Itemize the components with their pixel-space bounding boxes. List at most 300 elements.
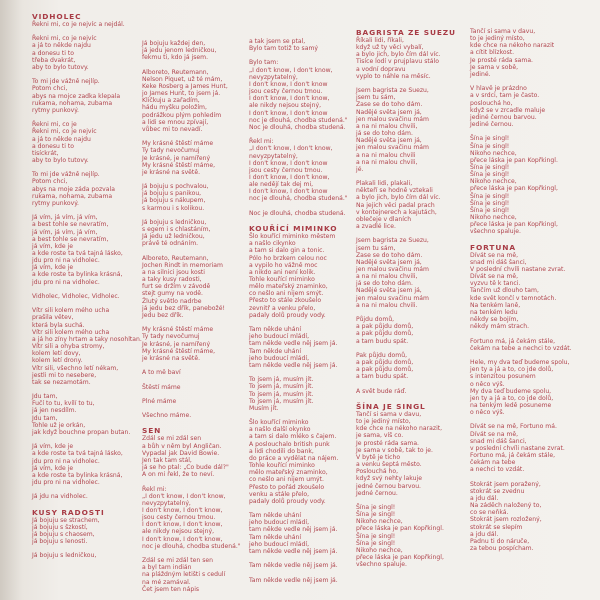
lyric-line: My krásné štěstí máme [142, 140, 214, 148]
lyric-line: a venku šeptá město. [356, 461, 422, 469]
lyric-line: když se v zrcadle maluje [470, 106, 546, 114]
lyric-line: prašila větev, [32, 314, 74, 322]
lyric-line: I don't know, I don't know [249, 109, 328, 117]
lyric-line: To mi jde vážně nejlíp. [32, 171, 100, 179]
lyric-line: všechno spaluje. [470, 228, 521, 236]
stanza-gap [142, 391, 252, 398]
lyric-line: fekmu ti, kdo já jsem. [142, 54, 209, 62]
lyric-line: Řekl mi: [249, 138, 274, 146]
lyric-line: My krásné štěstí máme [142, 326, 214, 334]
stanza-gap [470, 474, 590, 481]
lyric-line: Já bojuju s ledničkou, [32, 552, 97, 560]
lyric-line: tisíckrát, [32, 149, 59, 157]
lyric-line: a donesu ti to [32, 49, 74, 57]
lyric-line: My krásné štěstí máme, [142, 347, 216, 355]
stanza-gap [356, 80, 460, 87]
lyric-line: a kde roste ta bylinka krásná, [32, 471, 123, 479]
lyric-line: Noc je dlouhá, chodba studená. [249, 123, 346, 131]
lyric-line: aby to bylo tutovy. [32, 63, 89, 71]
lyric-line: a donesu ti to [32, 142, 74, 150]
lyric-line: Dívát se na mě, [470, 430, 519, 438]
lyric-line: někdy mám strach. [470, 323, 530, 331]
stanza-gap [356, 345, 460, 352]
lyric-line: zevnitř a venku přelo, [249, 304, 316, 312]
lyric-line: I don't know, I don't know, [142, 507, 223, 514]
lyric-line: Plné máme [142, 397, 177, 405]
lyric-line: Nikoho nechce, [470, 214, 517, 222]
lyric-line: Vidholec, Vidholec, Vidholec. [32, 292, 120, 300]
lyric-line: a byl tam indián [142, 564, 192, 572]
lyric-line: a jdu dál. [470, 530, 499, 538]
lyric-line: Jedné černou. [356, 489, 398, 497]
lyric-line: I don't know, I don't know [249, 80, 328, 88]
lyric-line: Já bojuju s pochvalou, [142, 183, 209, 191]
lyric-line: Nikoho nechce, [470, 149, 517, 157]
lyric-line: a na ni malou chvili [356, 151, 416, 159]
lyric-line: o něco výš. [470, 409, 505, 417]
stanza-gap [470, 352, 590, 359]
lyric-line: Tančím už dlouho tam, [470, 287, 539, 295]
lyric-line: Potom chci, [32, 178, 68, 186]
lyric-line: Přesto to stále zkoušelo [249, 297, 322, 305]
column-4-text [356, 28, 460, 568]
lyric-line: a na silnici jsou kosti [142, 269, 205, 276]
lyric-line: Je sama v sobě, tak to je. [356, 446, 433, 454]
lyric-line: a tam budu spát. [356, 373, 409, 381]
lyric-line: Řekni mi, co je nejvíc a nejdál. [32, 21, 125, 28]
lyric-line: Je krásné, je namířený [142, 154, 211, 162]
lyric-line: Jsem bagrista ze Suezu, [356, 237, 429, 245]
lyric-line: Dívát se na mě, Fortuno má. [470, 423, 557, 431]
lyric-line: Na záděch naložený to, [470, 502, 542, 510]
lyric-line: Vítr sili a ohyba stromy, [32, 343, 105, 351]
lyric-line: s intenzitou posunem [470, 373, 536, 381]
lyric-line: Tančí si sama v davu, [470, 28, 536, 35]
lyric-line: jsem tu sám, [356, 244, 396, 252]
lyric-line: na tenkém ledu [470, 308, 518, 316]
lyric-line: na tenkým ledě posuneme [470, 401, 552, 409]
lyric-line: Žlutý světlo nadrbe [142, 297, 202, 305]
lyric-line: tak se nezamotám. [32, 378, 91, 386]
lyric-line: vůbec mi to nevadí. [142, 125, 203, 133]
lyric-line: Šína je singl! [470, 142, 510, 150]
lyric-line: s karmou i s kolikou. [142, 204, 205, 212]
lyric-line: Řekni mi, co je [32, 121, 77, 129]
lyric-line: a tam si dalo mléko s čajem. [249, 433, 337, 441]
lyric-line: je sama, víš co. [356, 432, 404, 440]
lyric-line: a bůh v něm byl Angličan. [142, 442, 222, 450]
song-title: KOUŘÍCÍ MIMINKO [249, 224, 338, 234]
column-4 [356, 0, 460, 600]
lyric-line: Všechno máme. [142, 412, 192, 420]
lyric-line: jediné černou barvou. [470, 113, 537, 121]
lyric-line: Já vím, já vím, já vím, [32, 214, 98, 222]
lyric-line: Jen tak tam stál, [142, 456, 192, 464]
lyric-line: tam někde vedle něj jsem já. [249, 547, 338, 555]
column-3-text [249, 38, 349, 584]
lyric-line: Je sama v sobě, [470, 63, 519, 71]
lyric-line: jen ty a já a to, co jde dolů, [470, 394, 554, 402]
lyric-line: někdy se bojím, [470, 316, 519, 324]
lyric-line: nevyzpytatelný, [142, 499, 191, 507]
lyric-line: Šína je singl! [356, 511, 396, 519]
stanza-gap [249, 203, 349, 210]
stanza-gap [142, 419, 252, 426]
lyric-line: aby to bylo tutovy. [32, 156, 89, 164]
lyric-line: abys na moje záda pozvala [32, 185, 115, 193]
lyric-line: s egem i s chlastáním, [142, 226, 211, 234]
stanza-gap [249, 52, 349, 59]
stanza-gap [142, 376, 252, 383]
lyric-line: kde chce na nékoho narazit [470, 42, 555, 50]
lyric-line: Vypadal jak David Bowie. [142, 449, 220, 457]
lyric-line: kde chce na nékoho narazit, [356, 425, 443, 433]
column-3 [249, 0, 349, 600]
lyric-line: Stokrát jsem poražený, [470, 480, 541, 488]
stanza-gap [249, 569, 349, 576]
lyric-line: kolem letí drony. [32, 357, 83, 365]
lyric-line: Je krásné, je namířený [142, 340, 211, 348]
lyric-line: Čet jsem ten nápis [142, 585, 200, 593]
stanza-gap [32, 386, 120, 393]
stanza-gap [470, 330, 590, 337]
lyric-line: a na ni malou chvili, [356, 122, 418, 130]
lyric-line: Nadějé světa jsem já, [356, 137, 422, 145]
lyric-line: čekám na tebe [470, 459, 516, 467]
lyric-line: někteří se hodně vztekali [356, 187, 433, 195]
lyric-line: A svět bude ráď. [356, 387, 407, 395]
lyric-line: já jedu bez dřík, panebožé! [142, 304, 225, 312]
lyric-line: abys na mojce zadka klepala [32, 92, 121, 100]
lyric-line: tam někde vedle něj jsem já. [249, 340, 338, 348]
lyric-line: rukama, nohama, zubama [32, 192, 113, 200]
lyric-line: Šína je singl! [356, 504, 396, 511]
lyric-line: Tohle kouřící miminko [249, 276, 315, 283]
lyric-line: přece láska je pan Kopřkingl. [356, 525, 444, 533]
lyric-line: I don't know, I don't know, [249, 173, 330, 181]
lyric-line: padaly dolů proudy vody. [249, 497, 326, 505]
lyric-line: vyzvu tě k tanci. [470, 280, 521, 288]
lyric-line: v kontejnerech a kajutách, [356, 208, 437, 216]
lyric-line: přece láska je pan Kopřkingl, [470, 185, 558, 193]
lyric-line: jeho budoucí mládí, [249, 333, 310, 341]
lyric-line: která byla suchá. [32, 321, 85, 329]
lyric-line: A poslouchalo british punk [249, 440, 330, 448]
lyric-line: a našlo cikynko [249, 240, 296, 248]
lyric-line: mělo mateřský znaminko, [249, 469, 328, 477]
lyric-line: a bylo jich, bylo čím dál víc. [356, 51, 441, 59]
lyric-line: a na ni malou chvili, [356, 158, 418, 166]
lyric-line: a kde roste ta bylinka krásná, [32, 271, 123, 279]
lyric-line: jsem tu sám, [356, 94, 396, 102]
lyric-line: podrážkou plým pohledím [142, 111, 222, 119]
lyric-line: já bojuju s lenosti. [32, 538, 88, 546]
stanza-gap [142, 212, 252, 219]
lyric-line: co se neňká. [470, 509, 509, 517]
stanza-gap [142, 61, 252, 68]
lyric-line: jsou cesty černou tmou. [249, 88, 323, 96]
stanza-gap [356, 497, 460, 504]
lyric-line: Vítr sili, všechno letí nékam, [32, 364, 119, 372]
lyric-line: Šína je singl! [470, 199, 510, 207]
lyric-line: Šína je singl! [470, 135, 510, 143]
lyric-line: Bylo tam totiž to samý [249, 45, 318, 53]
lyric-line: To jsem já, musím jít. [249, 376, 314, 384]
lyric-line: Jsem bagrista ze Suezu, [356, 87, 429, 95]
column-1 [32, 0, 142, 600]
lyric-line: Tam někde uhání [249, 347, 302, 355]
lyric-line: stokrát se zvednu [470, 487, 525, 495]
column-5 [470, 0, 590, 600]
lyric-line: Šlo kouřící miminko městem [249, 233, 336, 241]
lyric-line: Jedu bez dřík. [142, 311, 184, 319]
stanza-gap [356, 381, 460, 388]
lyric-line: jen ty a já a to, co jde dolů, [470, 366, 554, 374]
lyric-line: Já vím, kde je [32, 264, 74, 272]
lyric-line: a tak jsem se ptal, [249, 38, 306, 45]
lyric-line: a pak půjdu domů, [356, 359, 414, 367]
lyric-line: Zdál se mi zdál ten sen [142, 557, 213, 565]
lyric-line: čekám na tebe a nechci to vzdát. [470, 344, 572, 352]
lyric-line: Šína je singl! [356, 532, 396, 540]
song-title: BAGRISTA ZE SUEZU [356, 28, 456, 37]
lyric-line: a lidi se mnou zpívají, [142, 118, 209, 126]
lyric-line: Ty tady nevočumuj [142, 333, 200, 341]
lyric-line: a lidi chodili do bank, [249, 447, 314, 455]
lyric-line: Fučí to tu, kvílí to tu, [32, 400, 95, 408]
lyric-line: a zvadlé lice. [356, 223, 396, 231]
lyric-line: Řekni mi, co je nejvíc [32, 35, 97, 43]
lyric-line: vyplo to náhle na měsíc. [356, 72, 431, 80]
lyric-line: o něco výš. [470, 380, 505, 388]
lyric-line: a vypilo ho vážně moc [249, 261, 318, 269]
lyric-line: venku a stále přelo, [249, 490, 310, 498]
lyric-line: jediné. [470, 70, 491, 78]
lyric-line: V poslední chvíli nastane zvrat. [470, 266, 566, 273]
lyric-line: To jsem já, musím jít. [249, 397, 314, 405]
lyric-line: V hlavě je prázdno [470, 85, 527, 93]
lyric-line: tam někde vedle něj jsem já. [249, 526, 338, 534]
lyric-line: Já vím, kde je [32, 443, 74, 451]
lyric-line: a na ni malou chvili. [356, 301, 418, 309]
lyric-line: Já jedu už ledničkou, [142, 233, 205, 241]
lyric-line: v poslední chvíli nastane zvrat. [470, 444, 565, 452]
lyric-line: Já jdu na vidholec. [32, 493, 88, 501]
lyric-line: ale nedějí tak dej mi, [249, 181, 314, 189]
lyric-line: Nelson Piquet, už té mám, [142, 75, 223, 83]
lyric-line: Stokrát jsem rozložený, [470, 516, 542, 524]
lyric-line: My dva teď budeme spolu, [470, 387, 552, 395]
lyric-line: Zase se do toho dám. [356, 101, 423, 109]
lyric-line: A to mě baví [142, 369, 181, 377]
lyric-line: snad mi dáš šanci, [470, 437, 527, 445]
lyric-line: Jdu tam, [32, 414, 58, 422]
lyric-line: a pak půjdu domů, [356, 366, 414, 374]
lyric-line: právě té odnáním. [142, 240, 199, 248]
stanza-gap [356, 230, 460, 237]
lyric-line: nevyzpytatelný, [249, 73, 298, 81]
lyric-line: to je jediný místo, [356, 418, 411, 426]
lyric-line: a kde roste ta tvá tajná lásko, [32, 250, 123, 257]
lyric-line: Tisíce lodí v prujplavu stálo [356, 58, 439, 66]
lyric-line: Alboreto, Reutemann, [142, 68, 209, 76]
lyric-line: kde svět končí v temnotách. [470, 294, 557, 302]
stanza-gap [356, 395, 460, 402]
column-5-text [470, 28, 590, 552]
lyric-line: Šína je singl! [470, 171, 510, 179]
lyric-line: I don't know, I don't know, [142, 521, 223, 529]
lyric-line: Já bojuju se strachem, [32, 516, 100, 524]
lyric-line: „I don't know, I don't know, [142, 492, 226, 500]
lyric-line: já se do toho dám. [356, 280, 413, 288]
lyric-line: Pólo ho brzkem celou noc [249, 254, 327, 262]
lyric-line: hádu myšku položím, [142, 104, 207, 112]
song-title: VIDHOLEC [32, 12, 82, 21]
lyric-line: Noc je dlouhá, chodba studená. [249, 209, 346, 217]
lyric-line: Pak půjdu domů, [356, 351, 408, 359]
lyric-line: To mi jde vážně nejlíp. [32, 78, 100, 86]
lyric-line: Alboreto, Reutemann, [142, 254, 209, 262]
lyric-line: mělo mateřský znaminko, [249, 283, 328, 291]
lyric-line: stejt gumy na vodě. [142, 290, 203, 298]
lyric-line: Zdál se mi zdál sen [142, 435, 202, 443]
lyric-line: noc je dlouhá, chodba studená." [249, 195, 348, 203]
lyric-line: jen malou svačinu mám [356, 266, 429, 273]
lyric-line: jdu pro ni na vidholec. [32, 479, 100, 486]
lyric-line: já vím, kde je [32, 242, 73, 250]
lyric-line: To jsem já, musím jít. [249, 390, 314, 398]
lyric-line: ale nikdy nejsou stejný, [249, 102, 322, 110]
lyric-line: Šína je singl! [356, 539, 396, 547]
lyric-line: Já vím, kde je [32, 464, 74, 472]
lyric-line: já jen nesdílm. [32, 407, 77, 415]
lyric-line: rytmy punkový. [32, 106, 79, 114]
lyric-line: a tam budu spát. [356, 337, 409, 345]
lyric-line: Je prosté ráda sama. [470, 56, 533, 64]
lyric-line: já bojuju s šzkostí, [32, 523, 88, 531]
lyric-line: Tam někde uhání [249, 326, 302, 334]
lyric-line: oblečeje v dlaních [356, 215, 412, 223]
lyric-line: Nikoho nechce, [356, 546, 403, 554]
lyric-line: a bylo jich, bylo čím dál víc. [356, 194, 441, 202]
lyric-line: je krásné na světě. [142, 354, 201, 362]
lyric-line: a jdu dál. [470, 495, 499, 502]
lyric-line: Hele, my dva teď budeme spolu, [470, 359, 570, 367]
lyric-line: Jdu tam, [32, 393, 58, 401]
lyric-line: a best tohle se nevratím, [32, 235, 109, 243]
lyric-line: přece láska je pan Kopřkingl, [356, 554, 444, 562]
lyric-line: Na tenkém laně, [470, 301, 521, 309]
lyric-line: Musím jít. [249, 404, 279, 412]
lyric-line: jen malou svačinu mám [356, 144, 429, 152]
lyric-line: Jochen Rindt in memoriam [142, 261, 223, 269]
lyric-line: Tam někde uhání [249, 533, 302, 541]
lyric-line: Zase se do toho dám. [356, 251, 423, 259]
lyric-line: přece láska je pan Kopřkingl, [470, 221, 558, 229]
lyric-line: Dívát se na mě, [470, 251, 519, 259]
lyric-line: Šína je singl! [470, 163, 510, 171]
lyric-line: jeho budoucí mládí, [249, 519, 310, 527]
lyric-line: a nechci to vzdát. [470, 466, 525, 474]
lyric-line: jen malou svačinu mám [356, 115, 429, 123]
lyric-line: Půjdu domů, [356, 316, 395, 324]
song-title: ŠÍNA JE SINGL [356, 401, 426, 411]
lyric-line: všechno spaluje. [356, 561, 407, 569]
lyric-line: jo James Hunt, to jsem já. [142, 90, 221, 98]
lyric-line: „I don't know, I don't know, [249, 145, 333, 153]
lyric-line: Šína je singl! [470, 206, 510, 214]
lyric-line: a cítit blízkost. [470, 49, 515, 57]
lyric-line: já se do toho dám. [356, 130, 413, 138]
lyric-line: Tohle už je orkán, [32, 421, 86, 429]
lyric-line: já bojuju s nákupem, [142, 197, 206, 205]
lyric-line: já bojuju s panikou, [142, 190, 202, 198]
lyric-line: Bylo tam: [249, 59, 279, 67]
lyric-line: Tam někde uhání [249, 512, 302, 520]
lyric-line: na mé zamával. [142, 578, 191, 586]
lyric-line: jeho budoucí mládí, [249, 354, 310, 362]
lyric-line: a pak půjdu domů, [356, 330, 414, 338]
lyric-line: rytmy punkový. [32, 199, 79, 207]
lyric-line: Šína je singl! [470, 192, 510, 200]
lyric-line: a tam si dalo gin a tonic. [249, 247, 325, 255]
lyric-line: tam někde vedle něj jsem já. [249, 361, 338, 369]
lyric-line: „I don't know, I don't know, [249, 66, 333, 74]
lyric-line: když už ty věci vybalí, [356, 44, 424, 52]
stanza-gap [249, 217, 349, 224]
column-1-text [32, 12, 142, 560]
lyric-line: Nikoho nechce, [470, 178, 517, 186]
lyric-line: a nikdo ani není kolik. [249, 268, 316, 276]
lyric-line: a na ni malou chvili, [356, 273, 418, 281]
lyric-line: a já to někde najdu [32, 42, 91, 50]
lyric-line: já vím, já vím, já vím, [32, 228, 98, 236]
lyric-line: Vítr sili kolem mého ucha [32, 307, 110, 315]
lyric-line: Vítr sili kolem mého ucha [32, 328, 110, 336]
lyric-line: A on mi řekl, že to neví. [142, 471, 215, 479]
lyric-line: na pláždným letišti s cedulí [142, 571, 226, 579]
lyric-line: já se ho ptal: „Co bude dál?" [142, 464, 229, 472]
lyric-line: Štěstí máme [142, 383, 181, 391]
lyric-line: furt se držím v závodě [142, 283, 211, 291]
lyric-line: Dívát se na mě, [470, 273, 519, 281]
lyric-line: a vodní dopravu [356, 65, 406, 73]
lyric-line: za tebou pospícham. [470, 545, 534, 553]
lyric-line: jé. [356, 165, 364, 173]
lyric-line: Říkali lidi, říkali, [356, 37, 404, 44]
lyric-line: Tančí si sama v davu, [356, 410, 422, 418]
lyric-line: I don't know, I don't know [249, 159, 328, 167]
stanza-gap [142, 478, 252, 485]
lyric-line: Padnu ti do náruče, [470, 537, 530, 545]
lyric-line: poslouchá ho, [470, 99, 513, 107]
lyric-line: Nadějé světa jsem já, [356, 258, 422, 266]
lyric-line: jsou cesty černou tmou. [249, 166, 323, 174]
lyric-line: a pak půjdu domů, [356, 323, 414, 331]
lyric-line: Jediné černou. [470, 121, 514, 129]
lyric-line: a já to někde najdu [32, 135, 91, 143]
lyric-line: Šlo kouřící miminko [249, 419, 309, 427]
lyric-line: noc je dlouhá, chodba studená." [142, 542, 241, 550]
lyric-line: Já bojuju s ledničkou, [142, 218, 207, 226]
lyric-line: Řekl mi: [142, 485, 167, 493]
lyric-line: Poslouchá ho, [356, 468, 399, 476]
lyric-line: já bojuju s chaosem, [32, 530, 95, 538]
lyric-line: a kde roste ta tvá tajná lásko, [32, 450, 123, 458]
lyric-line: My krásné štěstí máme, [142, 161, 216, 169]
lyric-line: a našlo další okynko [249, 426, 311, 434]
stanza-gap [356, 173, 460, 180]
